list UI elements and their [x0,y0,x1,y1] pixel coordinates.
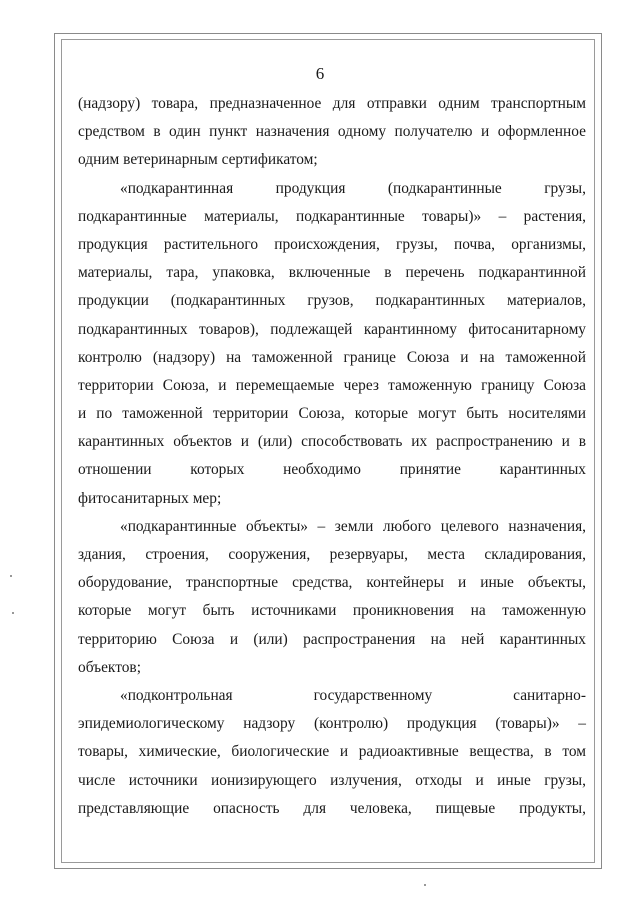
text-line: и по таможенной территории Союза, которые могут быть носителями [78,405,586,423]
text-line: «подкарантинная продукция (подкарантинные грузы, [120,179,586,197]
text-line: (надзору) товара, предназначенное для отправки одним транспортным [78,95,586,112]
text-line: эпидемиологическому надзору (контролю) продукция (товары)» – [78,715,586,733]
text-line: подкарантинных товаров), подлежащей карантинному фитосанитарному [78,320,586,338]
text-line: «подконтрольная государственному санитарно- [120,686,586,704]
text-line: продукция растительного происхождения, грузы, почва, организмы, [78,235,586,253]
text-line: контролю (надзору) на таможенной границе Союза и на таможенной [78,348,586,366]
text-line: подкарантинные материалы, подкарантинные товары)» – растения, [78,207,586,225]
text-line: здания, строения, сооружения, резервуары, места складирования, [78,546,586,563]
document-body-text [78,90,586,823]
text-line: которые могут быть источниками проникновения на таможенную [78,602,586,620]
text-line: «подкарантинные объекты» – земли любого целевого назначения, [120,517,586,535]
text-line: территорию Союза и (или) распространения на ней карантинных [78,630,586,648]
text-line: отношении которых необходимо принятие карантинных [78,461,586,479]
page-number: 6 [315,64,325,83]
text-line: представляющие опасность для человека, пищевые продукты, [78,799,586,817]
text-line: числе источники ионизирующего излучения, отходы и иные грузы, [78,771,586,789]
text-line: материалы, тара, упаковка, включенные в перечень подкарантинной [78,264,586,282]
text-line: карантинных объектов и (или) способствовать их распространению и в [78,433,586,451]
text-line: одним ветеринарным сертификатом; [78,151,318,169]
scan-speck [10,575,12,577]
scan-speck [12,612,14,614]
text-line: продукции (подкарантинных грузов, подкарантинных материалов, [78,292,586,310]
text-line: средством в один пункт назначения одному получателю и оформленное [78,123,586,141]
text-line: фитосанитарных мер; [78,489,222,507]
text-line: оборудование, транспортные средства, контейнеры и иные объекты, [78,574,586,592]
text-line: территории Союза, и перемещаемые через таможенную границу Союза [78,376,586,394]
text-line: товары, химические, биологические и радиоактивные вещества, в том [78,743,586,761]
text-line: объектов; [78,658,141,676]
scan-speck [424,884,426,886]
